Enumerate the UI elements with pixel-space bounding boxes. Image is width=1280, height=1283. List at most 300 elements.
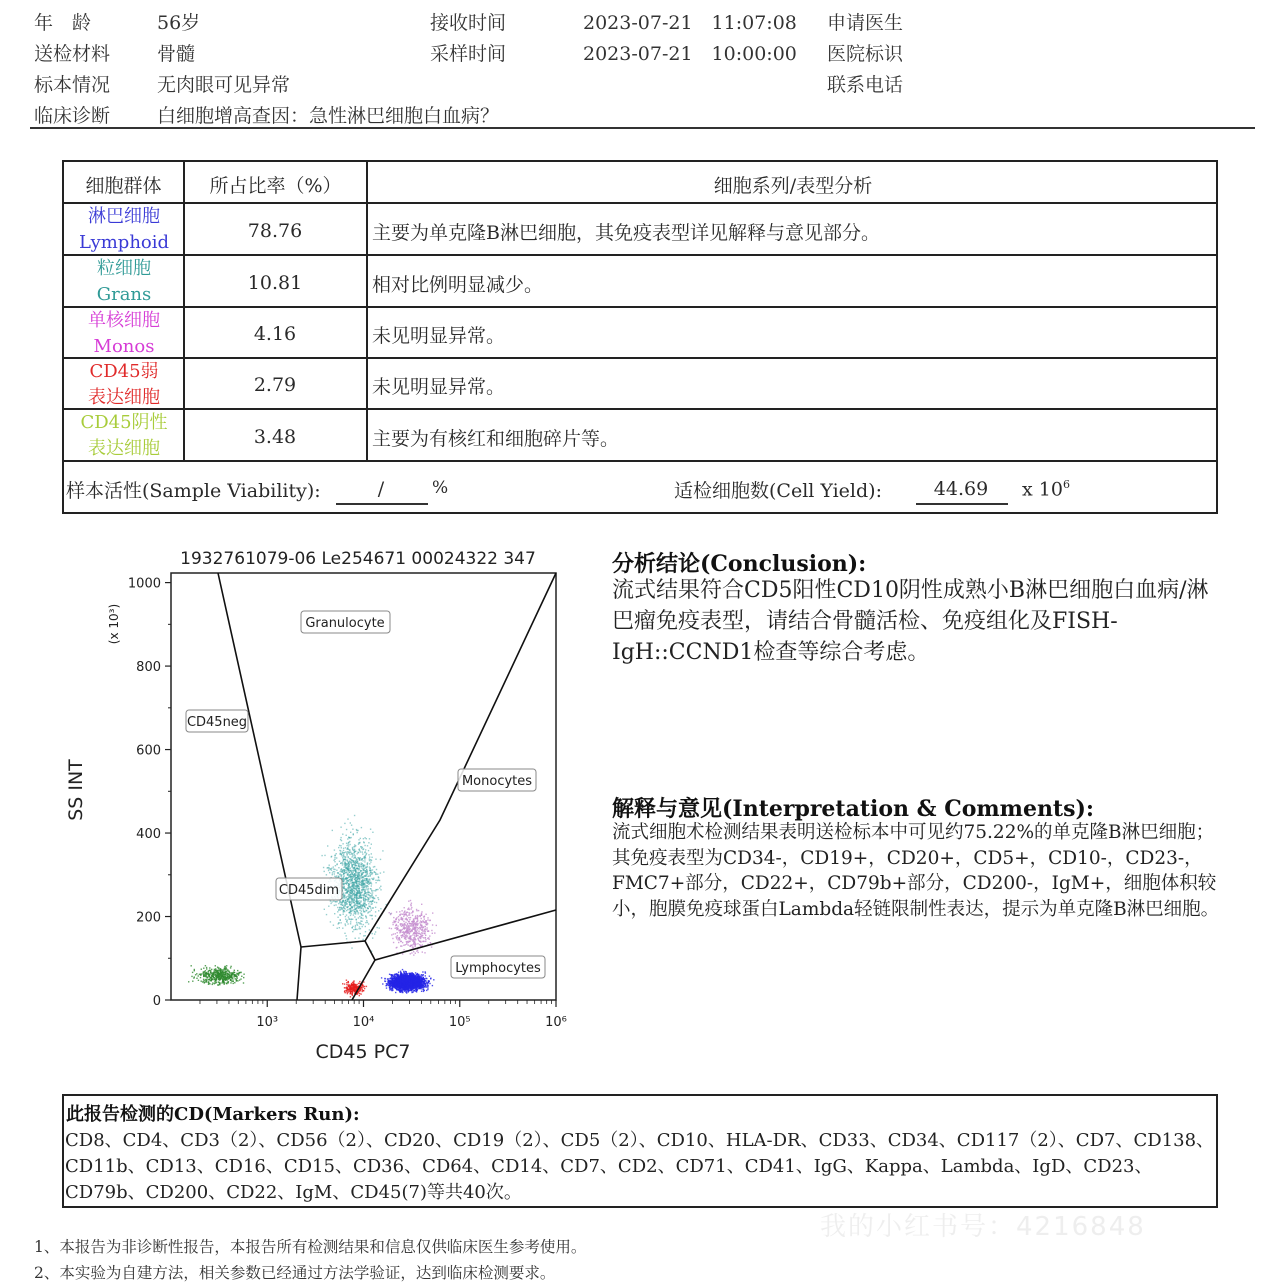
event-dot-lymphocytes <box>422 988 423 989</box>
event-dot-cd45neg <box>243 974 244 975</box>
event-dot-granulocyte <box>368 888 369 889</box>
row-grans-analysis: 相对比例明显减少。 <box>372 274 544 296</box>
event-dot-lymphocytes <box>394 974 395 975</box>
event-dot-lymphocytes <box>426 984 427 985</box>
event-dot-monocytes <box>414 946 415 947</box>
event-dot-granulocyte <box>369 915 370 916</box>
event-dot-lymphocytes <box>394 981 395 982</box>
event-dot-granulocyte <box>345 923 346 924</box>
event-dot-granulocyte <box>358 913 359 914</box>
event-dot-monocytes <box>436 925 437 926</box>
event-dot-granulocyte <box>358 917 359 918</box>
event-dot-monocytes <box>412 929 413 930</box>
event-dot-granulocyte <box>335 855 336 856</box>
event-dot-granulocyte <box>339 902 340 903</box>
event-dot-lymphocytes <box>412 990 413 991</box>
event-dot-granulocyte <box>340 919 341 920</box>
event-dot-lymphocytes <box>411 980 412 981</box>
event-dot-granulocyte <box>362 849 363 850</box>
event-dot-monocytes <box>420 928 421 929</box>
event-dot-monocytes <box>398 922 399 923</box>
event-dot-granulocyte <box>361 913 362 914</box>
event-dot-granulocyte <box>348 845 349 846</box>
event-dot-lymphocytes <box>422 971 423 972</box>
event-dot-granulocyte <box>366 853 367 854</box>
event-dot-granulocyte <box>337 911 338 912</box>
event-dot-lymphocytes <box>406 972 407 973</box>
population-table <box>62 160 1218 514</box>
event-dot-granulocyte <box>356 901 357 902</box>
event-dot-granulocyte <box>344 933 345 934</box>
cd45neg-cn: CD45阴性 <box>80 412 168 433</box>
event-dot-monocytes <box>393 933 394 934</box>
event-dot-granulocyte <box>324 855 325 856</box>
event-dot-granulocyte <box>345 856 346 857</box>
event-dot-lymphocytes <box>422 975 423 976</box>
event-dot-lymphocytes <box>424 980 425 981</box>
event-dot-cd45neg <box>211 969 212 970</box>
event-dot-monocytes <box>416 927 417 928</box>
event-dot-lymphocytes <box>404 991 405 992</box>
event-dot-monocytes <box>413 919 414 920</box>
event-dot-monocytes <box>411 952 412 953</box>
event-dot-lymphocytes <box>411 984 412 985</box>
event-dot-granulocyte <box>335 904 336 905</box>
event-dot-lymphocytes <box>389 987 390 988</box>
event-dot-granulocyte <box>348 916 349 917</box>
event-dot-granulocyte <box>367 863 368 864</box>
event-dot-granulocyte <box>358 873 359 874</box>
event-dot-lymphocytes <box>423 983 424 984</box>
event-dot-monocytes <box>402 918 403 919</box>
event-dot-monocytes <box>429 935 430 936</box>
event-dot-lymphocytes <box>392 978 393 979</box>
event-dot-monocytes <box>425 935 426 936</box>
event-dot-granulocyte <box>361 917 362 918</box>
event-dot-monocytes <box>401 937 402 938</box>
row-cd45dim-analysis: 未见明显异常。 <box>372 376 506 398</box>
event-dot-granulocyte <box>347 870 348 871</box>
event-dot-lymphocytes <box>405 971 406 972</box>
event-dot-granulocyte <box>361 911 362 912</box>
event-dot-granulocyte <box>344 886 345 887</box>
event-dot-lymphocytes <box>417 990 418 991</box>
event-dot-lymphocytes <box>409 978 410 979</box>
event-dot-granulocyte <box>334 905 335 906</box>
event-dot-cd45dim <box>346 990 347 991</box>
event-dot-lymphocytes <box>422 979 423 980</box>
event-dot-granulocyte <box>334 869 335 870</box>
event-dot-monocytes <box>423 927 424 928</box>
event-dot-monocytes <box>413 942 414 943</box>
event-dot-lymphocytes <box>425 972 426 973</box>
event-dot-granulocyte <box>340 837 341 838</box>
event-dot-granulocyte <box>346 835 347 836</box>
event-dot-granulocyte <box>343 860 344 861</box>
event-dot-cd45dim <box>355 985 356 986</box>
event-dot-lymphocytes <box>387 978 388 979</box>
event-dot-granulocyte <box>363 899 364 900</box>
event-dot-monocytes <box>417 927 418 928</box>
event-dot-granulocyte <box>353 929 354 930</box>
y-axis-label: SS INT <box>65 759 87 821</box>
event-dot-granulocyte <box>347 864 348 865</box>
event-dot-monocytes <box>399 915 400 916</box>
event-dot-granulocyte <box>361 827 362 828</box>
event-dot-granulocyte <box>361 875 362 876</box>
event-dot-lymphocytes <box>411 978 412 979</box>
event-dot-cd45neg <box>216 982 217 983</box>
event-dot-monocytes <box>416 910 417 911</box>
event-dot-lymphocytes <box>397 979 398 980</box>
event-dot-granulocyte <box>351 870 352 871</box>
event-dot-granulocyte <box>340 922 341 923</box>
event-dot-granulocyte <box>346 872 347 873</box>
yield-label: 适检细胞数(Cell Yield): <box>674 480 882 502</box>
event-dot-granulocyte <box>342 834 343 835</box>
event-dot-granulocyte <box>357 861 358 862</box>
event-dot-granulocyte <box>359 882 360 883</box>
event-dot-granulocyte <box>358 863 359 864</box>
event-dot-monocytes <box>424 922 425 923</box>
row-lymphoid-percent: 78.76 <box>247 220 303 242</box>
event-dot-granulocyte <box>371 890 372 891</box>
event-dot-granulocyte <box>366 879 367 880</box>
event-dot-lymphocytes <box>404 973 405 974</box>
event-dot-monocytes <box>424 918 425 919</box>
event-dot-cd45dim <box>348 988 349 989</box>
event-dot-granulocyte <box>383 871 384 872</box>
event-dot-monocytes <box>414 918 415 919</box>
sample-time-label: 采样时间 <box>430 43 507 65</box>
event-dot-lymphocytes <box>433 979 434 980</box>
event-dot-granulocyte <box>345 847 346 848</box>
event-dot-granulocyte <box>362 915 363 916</box>
event-dot-granulocyte <box>330 900 331 901</box>
event-dot-granulocyte <box>328 868 329 869</box>
material-value: 骨髓 <box>157 43 196 65</box>
event-dot-lymphocytes <box>398 989 399 990</box>
event-dot-granulocyte <box>335 876 336 877</box>
event-dot-granulocyte <box>348 894 349 895</box>
event-dot-monocytes <box>410 953 411 954</box>
event-dot-granulocyte <box>350 852 351 853</box>
event-dot-granulocyte <box>350 890 351 891</box>
event-dot-granulocyte <box>377 889 378 890</box>
header-analysis: 细胞系列/表型分析 <box>713 175 873 197</box>
event-dot-granulocyte <box>347 818 348 819</box>
event-dot-granulocyte <box>336 864 337 865</box>
event-dot-granulocyte <box>339 907 340 908</box>
event-dot-monocytes <box>415 953 416 954</box>
event-dot-monocytes <box>404 934 405 935</box>
event-dot-monocytes <box>395 918 396 919</box>
event-dot-granulocyte <box>369 866 370 867</box>
event-dot-granulocyte <box>354 894 355 895</box>
event-dot-granulocyte <box>363 908 364 909</box>
event-dot-granulocyte <box>366 869 367 870</box>
event-dot-lymphocytes <box>418 978 419 979</box>
event-dot-granulocyte <box>347 923 348 924</box>
event-dot-granulocyte <box>367 922 368 923</box>
event-dot-granulocyte <box>350 870 351 871</box>
event-dot-granulocyte <box>354 876 355 877</box>
event-dot-monocytes <box>419 944 420 945</box>
row-monos-analysis: 未见明显异常。 <box>372 325 506 347</box>
event-dot-granulocyte <box>362 873 363 874</box>
event-dot-granulocyte <box>359 888 360 889</box>
event-dot-monocytes <box>393 917 394 918</box>
event-dot-cd45dim <box>364 986 365 987</box>
event-dot-granulocyte <box>357 906 358 907</box>
event-dot-lymphocytes <box>429 980 430 981</box>
event-dot-granulocyte <box>374 898 375 899</box>
event-dot-granulocyte <box>356 872 357 873</box>
event-dot-monocytes <box>420 938 421 939</box>
event-dot-granulocyte <box>346 870 347 871</box>
event-dot-granulocyte <box>366 899 367 900</box>
diagnosis-value: 白细胞增高查因：急性淋巴细胞白血病？ <box>157 105 500 127</box>
event-dot-lymphocytes <box>416 991 417 992</box>
event-dot-lymphocytes <box>401 972 402 973</box>
event-dot-granulocyte <box>343 867 344 868</box>
event-dot-lymphocytes <box>401 975 402 976</box>
event-dot-granulocyte <box>349 872 350 873</box>
event-dot-lymphocytes <box>428 982 429 983</box>
event-dot-granulocyte <box>356 858 357 859</box>
event-dot-granulocyte <box>345 851 346 852</box>
row-grans-percent: 10.81 <box>247 272 303 294</box>
event-dot-granulocyte <box>348 880 349 881</box>
event-dot-granulocyte <box>347 838 348 839</box>
event-dot-monocytes <box>391 934 392 935</box>
event-dot-monocytes <box>413 921 414 922</box>
event-dot-lymphocytes <box>399 989 400 990</box>
event-dot-cd45neg <box>198 980 199 981</box>
event-dot-granulocyte <box>366 886 367 887</box>
event-dot-granulocyte <box>352 907 353 908</box>
event-dot-granulocyte <box>367 883 368 884</box>
event-dot-monocytes <box>428 939 429 940</box>
specimen-value: 无肉眼可见异常 <box>157 74 291 96</box>
event-dot-monocytes <box>396 924 397 925</box>
event-dot-monocytes <box>425 922 426 923</box>
event-dot-granulocyte <box>353 909 354 910</box>
plot-title: 1932761079-06 Le254671 00024322 347 <box>180 549 536 569</box>
event-dot-granulocyte <box>352 926 353 927</box>
event-dot-granulocyte <box>346 938 347 939</box>
event-dot-lymphocytes <box>400 988 401 989</box>
event-dot-monocytes <box>420 942 421 943</box>
event-dot-lymphocytes <box>392 988 393 989</box>
event-dot-lymphocytes <box>382 983 383 984</box>
event-dot-lymphocytes <box>404 979 405 980</box>
event-dot-monocytes <box>407 928 408 929</box>
event-dot-granulocyte <box>339 850 340 851</box>
event-dot-lymphocytes <box>415 987 416 988</box>
event-dot-granulocyte <box>337 917 338 918</box>
event-dot-granulocyte <box>362 939 363 940</box>
event-dot-granulocyte <box>328 906 329 907</box>
event-dot-granulocyte <box>360 906 361 907</box>
event-dot-granulocyte <box>366 917 367 918</box>
event-dot-lymphocytes <box>429 976 430 977</box>
event-dot-granulocyte <box>379 887 380 888</box>
event-dot-monocytes <box>415 939 416 940</box>
event-dot-granulocyte <box>361 887 362 888</box>
event-dot-granulocyte <box>338 875 339 876</box>
event-dot-lymphocytes <box>425 975 426 976</box>
event-dot-lymphocytes <box>391 982 392 983</box>
event-dot-lymphocytes <box>381 977 382 978</box>
event-dot-granulocyte <box>346 848 347 849</box>
event-dot-cd45dim <box>360 993 361 994</box>
row-divider <box>64 357 1216 359</box>
event-dot-monocytes <box>402 914 403 915</box>
event-dot-granulocyte <box>358 900 359 901</box>
event-dot-granulocyte <box>346 903 347 904</box>
event-dot-cd45dim <box>351 988 352 989</box>
event-dot-monocytes <box>407 919 408 920</box>
event-dot-granulocyte <box>352 919 353 920</box>
event-dot-monocytes <box>396 938 397 939</box>
event-dot-monocytes <box>419 936 420 937</box>
event-dot-lymphocytes <box>423 990 424 991</box>
event-dot-granulocyte <box>337 928 338 929</box>
event-dot-granulocyte <box>345 897 346 898</box>
event-dot-cd45dim <box>350 992 351 993</box>
event-dot-monocytes <box>421 929 422 930</box>
event-dot-granulocyte <box>345 868 346 869</box>
event-dot-monocytes <box>422 935 423 936</box>
event-dot-lymphocytes <box>390 980 391 981</box>
event-dot-granulocyte <box>362 905 363 906</box>
event-dot-granulocyte <box>353 883 354 884</box>
event-dot-granulocyte <box>362 853 363 854</box>
event-dot-granulocyte <box>357 925 358 926</box>
event-dot-granulocyte <box>363 935 364 936</box>
event-dot-granulocyte <box>373 878 374 879</box>
event-dot-granulocyte <box>382 850 383 851</box>
event-dot-granulocyte <box>369 897 370 898</box>
event-dot-cd45dim <box>352 992 353 993</box>
event-dot-granulocyte <box>363 881 364 882</box>
event-dot-granulocyte <box>362 926 363 927</box>
event-dot-granulocyte <box>339 900 340 901</box>
event-dot-granulocyte <box>358 878 359 879</box>
event-dot-granulocyte <box>369 929 370 930</box>
row-cd45neg-analysis: 主要为有核红和细胞碎片等。 <box>372 428 620 450</box>
event-dot-monocytes <box>425 914 426 915</box>
event-dot-granulocyte <box>344 823 345 824</box>
event-dot-monocytes <box>413 923 414 924</box>
yield-underline <box>916 503 1008 505</box>
event-dot-granulocyte <box>352 855 353 856</box>
event-dot-granulocyte <box>351 879 352 880</box>
event-dot-granulocyte <box>358 872 359 873</box>
event-dot-granulocyte <box>361 923 362 924</box>
event-dot-granulocyte <box>359 867 360 868</box>
event-dot-monocytes <box>402 953 403 954</box>
event-dot-granulocyte <box>334 857 335 858</box>
event-dot-cd45dim <box>353 984 354 985</box>
event-dot-monocytes <box>410 900 411 901</box>
event-dot-lymphocytes <box>399 982 400 983</box>
event-dot-granulocyte <box>349 904 350 905</box>
event-dot-monocytes <box>416 935 417 936</box>
viability-value: / <box>377 478 385 500</box>
event-dot-granulocyte <box>364 887 365 888</box>
event-dot-monocytes <box>409 928 410 929</box>
event-dot-granulocyte <box>341 907 342 908</box>
event-dot-granulocyte <box>366 920 367 921</box>
event-dot-lymphocytes <box>395 985 396 986</box>
event-dot-granulocyte <box>349 837 350 838</box>
event-dot-monocytes <box>424 929 425 930</box>
event-dot-monocytes <box>417 925 418 926</box>
event-dot-lymphocytes <box>427 989 428 990</box>
event-dot-granulocyte <box>358 865 359 866</box>
event-dot-cd45dim <box>351 994 352 995</box>
event-dot-granulocyte <box>369 868 370 869</box>
event-dot-granulocyte <box>352 849 353 850</box>
event-dot-granulocyte <box>352 931 353 932</box>
event-dot-granulocyte <box>351 927 352 928</box>
event-dot-granulocyte <box>369 883 370 884</box>
event-dot-granulocyte <box>348 843 349 844</box>
event-dot-monocytes <box>402 935 403 936</box>
event-dot-lymphocytes <box>415 980 416 981</box>
event-dot-granulocyte <box>345 902 346 903</box>
event-dot-lymphocytes <box>411 986 412 987</box>
row-lymphoid-analysis: 主要为单克隆B淋巴细胞，其免疫表型详见解释与意见部分。 <box>372 222 880 244</box>
event-dot-lymphocytes <box>398 983 399 984</box>
event-dot-granulocyte <box>371 915 372 916</box>
event-dot-granulocyte <box>343 878 344 879</box>
event-dot-lymphocytes <box>421 991 422 992</box>
event-dot-granulocyte <box>357 832 358 833</box>
event-dot-granulocyte <box>349 879 350 880</box>
event-dot-granulocyte <box>351 876 352 877</box>
event-dot-granulocyte <box>363 900 364 901</box>
event-dot-monocytes <box>413 925 414 926</box>
event-dot-monocytes <box>398 920 399 921</box>
event-dot-cd45dim <box>366 986 367 987</box>
event-dot-granulocyte <box>355 861 356 862</box>
event-dot-granulocyte <box>345 905 346 906</box>
event-dot-granulocyte <box>351 888 352 889</box>
event-dot-monocytes <box>428 931 429 932</box>
event-dot-monocytes <box>400 935 401 936</box>
event-dot-lymphocytes <box>386 987 387 988</box>
event-dot-monocytes <box>413 954 414 955</box>
event-dot-lymphocytes <box>392 984 393 985</box>
event-dot-granulocyte <box>364 837 365 838</box>
event-dot-lymphocytes <box>418 988 419 989</box>
event-dot-granulocyte <box>357 881 358 882</box>
event-dot-granulocyte <box>341 874 342 875</box>
event-dot-lymphocytes <box>412 992 413 993</box>
event-dot-monocytes <box>417 918 418 919</box>
event-dot-granulocyte <box>344 888 345 889</box>
event-dot-granulocyte <box>370 888 371 889</box>
event-dot-granulocyte <box>359 889 360 890</box>
event-dot-granulocyte <box>361 908 362 909</box>
event-dot-granulocyte <box>364 845 365 846</box>
event-dot-monocytes <box>422 920 423 921</box>
col-divider <box>366 162 368 460</box>
event-dot-lymphocytes <box>388 978 389 979</box>
